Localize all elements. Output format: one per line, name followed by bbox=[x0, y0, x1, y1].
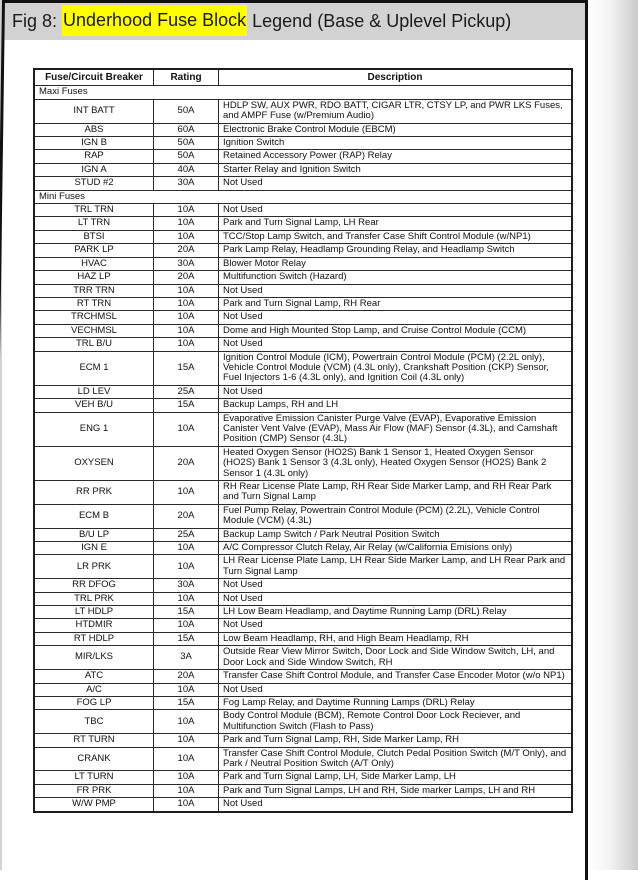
section-label: Maxi Fuses bbox=[34, 86, 572, 99]
fuse-rating-cell: 20A bbox=[154, 446, 219, 480]
fuse-description-cell: Not Used bbox=[219, 338, 573, 351]
fuse-rating-cell: 10A bbox=[154, 771, 219, 784]
fuse-name-cell: ECM B bbox=[34, 504, 154, 528]
fuse-row bbox=[34, 710, 572, 734]
fuse-rating-cell: 60A bbox=[154, 123, 219, 136]
fuse-rating-cell: 10A bbox=[154, 592, 219, 605]
fuse-name-cell: TRL TRN bbox=[34, 204, 154, 217]
header-fuse-circuit-breaker: Fuse/Circuit Breaker bbox=[34, 69, 154, 86]
fuse-row bbox=[34, 670, 572, 683]
fuse-rating-cell: 10A bbox=[154, 481, 219, 505]
fuse-rating-cell: 30A bbox=[154, 257, 219, 270]
fuse-name-cell: IGN E bbox=[34, 542, 154, 555]
fuse-row bbox=[34, 217, 572, 230]
fuse-name-cell: VEH B/U bbox=[34, 399, 154, 412]
fuse-name-cell: TRCHMSL bbox=[34, 311, 154, 324]
fuse-rating-cell: 10A bbox=[154, 284, 219, 297]
fuse-rating-cell: 40A bbox=[154, 163, 219, 176]
fuse-name-cell: RAP bbox=[34, 150, 154, 163]
fuse-row bbox=[34, 271, 572, 284]
figure-title-suffix: Legend (Base & Uplevel Pickup) bbox=[247, 11, 512, 31]
fuse-description-cell: Fuel Pump Relay, Powertrain Control Module (PCM) (2.2L), Vehicle Control Module (VCM) (4.3L) bbox=[219, 504, 573, 528]
fuse-row bbox=[34, 230, 572, 243]
fuse-name-cell: HVAC bbox=[34, 257, 154, 270]
header-description: Description bbox=[219, 69, 573, 86]
fuse-description-cell: Transfer Case Shift Control Module, and Transfer Case Encoder Motor (w/o NP1) bbox=[219, 670, 573, 683]
fuse-description-cell: Fog Lamp Relay, and Daytime Running Lamps (DRL) Relay bbox=[219, 696, 573, 709]
fuse-row bbox=[34, 150, 572, 163]
fuse-description-cell: Not Used bbox=[219, 311, 573, 324]
fuse-row bbox=[34, 324, 572, 337]
fuse-description-cell: Multifunction Switch (Hazard) bbox=[219, 271, 573, 284]
fuse-description-cell: Backup Lamps, RH and LH bbox=[219, 399, 573, 412]
fuse-name-cell: RR PRK bbox=[34, 481, 154, 505]
fuse-row bbox=[34, 606, 572, 619]
fuse-description-cell: A/C Compressor Clutch Relay, Air Relay (w/California Emisions only) bbox=[219, 542, 573, 555]
fuse-name-cell: RT TURN bbox=[34, 734, 154, 747]
fuse-description-cell: Electronic Brake Control Module (EBCM) bbox=[219, 123, 573, 136]
fuse-description-cell: Not Used bbox=[219, 284, 573, 297]
fuse-name-cell: ENG 1 bbox=[34, 412, 154, 446]
fuse-name-cell: ATC bbox=[34, 670, 154, 683]
fuse-name-cell: IGN A bbox=[34, 163, 154, 176]
section-row bbox=[34, 190, 572, 203]
fuse-name-cell: FOG LP bbox=[34, 696, 154, 709]
fuse-name-cell: CRANK bbox=[34, 747, 154, 771]
fuse-name-cell: RT TRN bbox=[34, 297, 154, 310]
fuse-row bbox=[34, 683, 572, 696]
fuse-rating-cell: 10A bbox=[154, 683, 219, 696]
fuse-row bbox=[34, 137, 572, 150]
fuse-rating-cell: 15A bbox=[154, 351, 219, 385]
fuse-rating-cell: 10A bbox=[154, 784, 219, 797]
fuse-row bbox=[34, 385, 572, 398]
fuse-description-cell: Park Lamp Relay, Headlamp Grounding Relay, and Headlamp Switch bbox=[219, 244, 573, 257]
fuse-rating-cell: 25A bbox=[154, 528, 219, 541]
figure-title-highlight: Underhood Fuse Block bbox=[62, 5, 247, 36]
fuse-row bbox=[34, 338, 572, 351]
fuse-name-cell: LT HDLP bbox=[34, 606, 154, 619]
fuse-row bbox=[34, 244, 572, 257]
fuse-rating-cell: 20A bbox=[154, 504, 219, 528]
fuse-row bbox=[34, 734, 572, 747]
fuse-row bbox=[34, 528, 572, 541]
fuse-description-cell: Not Used bbox=[219, 579, 573, 592]
section-label: Mini Fuses bbox=[34, 190, 572, 203]
fuse-rating-cell: 30A bbox=[154, 579, 219, 592]
fuse-description-cell: Park and Turn Signal Lamp, RH, Side Marker Lamp, RH bbox=[219, 734, 573, 747]
fuse-description-cell: Blower Motor Relay bbox=[219, 257, 573, 270]
fuse-name-cell: RT HDLP bbox=[34, 632, 154, 645]
page-border-box bbox=[2, 0, 588, 880]
fuse-name-cell: ECM 1 bbox=[34, 351, 154, 385]
fuse-description-cell: Park and Turn Signal Lamp, RH Rear bbox=[219, 297, 573, 310]
fuse-name-cell: HTDMIR bbox=[34, 619, 154, 632]
fuse-name-cell: OXYSEN bbox=[34, 446, 154, 480]
fuse-name-cell: TBC bbox=[34, 710, 154, 734]
fuse-table-body bbox=[34, 86, 572, 812]
fuse-row bbox=[34, 579, 572, 592]
fuse-rating-cell: 15A bbox=[154, 399, 219, 412]
fuse-name-cell: INT BATT bbox=[34, 99, 154, 123]
fuse-description-cell: Not Used bbox=[219, 177, 573, 190]
fuse-rating-cell: 10A bbox=[154, 747, 219, 771]
fuse-description-cell: Body Control Module (BCM), Remote Control Door Lock Reciever, and Multifunction Switch (Flash to Pass) bbox=[219, 710, 573, 734]
fuse-rating-cell: 15A bbox=[154, 606, 219, 619]
fuse-name-cell: ABS bbox=[34, 123, 154, 136]
fuse-name-cell: IGN B bbox=[34, 137, 154, 150]
section-row bbox=[34, 86, 572, 99]
fuse-name-cell: A/C bbox=[34, 683, 154, 696]
fuse-rating-cell: 10A bbox=[154, 324, 219, 337]
fuse-description-cell: Ignition Switch bbox=[219, 137, 573, 150]
fuse-name-cell: BTSI bbox=[34, 230, 154, 243]
fuse-rating-cell: 3A bbox=[154, 646, 219, 670]
fuse-row bbox=[34, 592, 572, 605]
fuse-row bbox=[34, 177, 572, 190]
fuse-description-cell: LH Rear License Plate Lamp, LH Rear Side Marker Lamp, and LH Rear Park and Turn Signal Lamp bbox=[219, 555, 573, 579]
fuse-row bbox=[34, 504, 572, 528]
fuse-description-cell: Not Used bbox=[219, 385, 573, 398]
fuse-rating-cell: 10A bbox=[154, 204, 219, 217]
fuse-description-cell: Not Used bbox=[219, 798, 573, 812]
fuse-row bbox=[34, 284, 572, 297]
fuse-description-cell: Park and Turn Signal Lamps, LH and RH, Side marker Lamps, LH and RH bbox=[219, 784, 573, 797]
fuse-description-cell: HDLP SW, AUX PWR, RDO BATT, CIGAR LTR, CTSY LP, and PWR LKS Fuses, and AMPF Fuse (w/Premium Audio) bbox=[219, 99, 573, 123]
fuse-row bbox=[34, 747, 572, 771]
fuse-name-cell: LD LEV bbox=[34, 385, 154, 398]
fuse-name-cell: TRL B/U bbox=[34, 338, 154, 351]
fuse-rating-cell: 10A bbox=[154, 619, 219, 632]
fuse-row bbox=[34, 646, 572, 670]
fuse-table-header bbox=[34, 69, 572, 86]
fuse-rating-cell: 10A bbox=[154, 412, 219, 446]
fuse-legend-table bbox=[33, 68, 573, 813]
fuse-description-cell: TCC/Stop Lamp Switch, and Transfer Case Shift Control Module (w/NP1) bbox=[219, 230, 573, 243]
fuse-rating-cell: 10A bbox=[154, 734, 219, 747]
fuse-name-cell: HAZ LP bbox=[34, 271, 154, 284]
fuse-row bbox=[34, 297, 572, 310]
fuse-name-cell: VECHMSL bbox=[34, 324, 154, 337]
fuse-name-cell: STUD #2 bbox=[34, 177, 154, 190]
fuse-rating-cell: 10A bbox=[154, 798, 219, 812]
fuse-name-cell: B/U LP bbox=[34, 528, 154, 541]
fuse-row bbox=[34, 632, 572, 645]
fuse-row bbox=[34, 542, 572, 555]
fuse-row bbox=[34, 555, 572, 579]
fuse-description-cell: Retained Accessory Power (RAP) Relay bbox=[219, 150, 573, 163]
header-row bbox=[34, 69, 572, 86]
fuse-name-cell: TRR TRN bbox=[34, 284, 154, 297]
fuse-rating-cell: 50A bbox=[154, 137, 219, 150]
fuse-rating-cell: 20A bbox=[154, 670, 219, 683]
fuse-row bbox=[34, 481, 572, 505]
fuse-rating-cell: 10A bbox=[154, 297, 219, 310]
fuse-row bbox=[34, 412, 572, 446]
fuse-rating-cell: 10A bbox=[154, 230, 219, 243]
fuse-table-container bbox=[33, 68, 573, 813]
fuse-name-cell: RR DFOG bbox=[34, 579, 154, 592]
fuse-name-cell: W/W PMP bbox=[34, 798, 154, 812]
fuse-row bbox=[34, 771, 572, 784]
fuse-row bbox=[34, 204, 572, 217]
figure-title-bar bbox=[2, 3, 585, 40]
fuse-description-cell: Evaporative Emission Canister Purge Valve (EVAP), Evaporative Emission Canister Vent Valve (EVAP), Mass Air Flow (MAF) Sensor (4.3L), and Camshaft Position (CMP) Sensor (4.3L) bbox=[219, 412, 573, 446]
fuse-rating-cell: 30A bbox=[154, 177, 219, 190]
fuse-row bbox=[34, 123, 572, 136]
fuse-description-cell: Dome and High Mounted Stop Lamp, and Cruise Control Module (CCM) bbox=[219, 324, 573, 337]
fuse-rating-cell: 10A bbox=[154, 542, 219, 555]
fuse-description-cell: Heated Oxygen Sensor (HO2S) Bank 1 Sensor 1, Heated Oxygen Sensor (HO2S) Bank 1 Sensor 3 (4.3L only), Heated Oxygen Sensor (HO2S) Bank 2 Sensor 1 (4.3L only) bbox=[219, 446, 573, 480]
fuse-description-cell: Backup Lamp Switch / Park Neutral Position Switch bbox=[219, 528, 573, 541]
fuse-description-cell: Outside Rear View Mirror Switch, Door Lock and Side Window Switch, LH, and Door Lock and Side Window Switch, RH bbox=[219, 646, 573, 670]
fuse-name-cell: PARK LP bbox=[34, 244, 154, 257]
fuse-row bbox=[34, 351, 572, 385]
fuse-rating-cell: 10A bbox=[154, 311, 219, 324]
fuse-row bbox=[34, 784, 572, 797]
fuse-name-cell: MIR/LKS bbox=[34, 646, 154, 670]
fuse-rating-cell: 15A bbox=[154, 696, 219, 709]
fuse-row bbox=[34, 696, 572, 709]
fuse-row bbox=[34, 99, 572, 123]
fuse-rating-cell: 10A bbox=[154, 217, 219, 230]
fuse-description-cell: Not Used bbox=[219, 204, 573, 217]
fuse-description-cell: Ignition Control Module (ICM), Powertrain Control Module (PCM) (2.2L only), Vehicle Control Module (VCM) (4.3L only), Crankshaft Position (CKP) Sensor, Fuel Injectors 1-6 (4.3L only), and Ignition Coil (4.3L only) bbox=[219, 351, 573, 385]
fuse-name-cell: FR PRK bbox=[34, 784, 154, 797]
fuse-name-cell: LT TRN bbox=[34, 217, 154, 230]
fuse-description-cell: Not Used bbox=[219, 592, 573, 605]
fuse-rating-cell: 10A bbox=[154, 710, 219, 734]
fuse-description-cell: Starter Relay and Ignition Switch bbox=[219, 163, 573, 176]
fuse-rating-cell: 20A bbox=[154, 244, 219, 257]
fuse-description-cell: Transfer Case Shift Control Module, Clutch Pedal Position Switch (M/T Only), and Park / Neutral Position Switch (A/T Only) bbox=[219, 747, 573, 771]
fuse-row bbox=[34, 446, 572, 480]
fuse-rating-cell: 20A bbox=[154, 271, 219, 284]
fuse-row bbox=[34, 311, 572, 324]
page-right-shadow bbox=[589, 0, 638, 870]
fuse-rating-cell: 50A bbox=[154, 99, 219, 123]
fuse-row bbox=[34, 257, 572, 270]
fuse-description-cell: Park and Turn Signal Lamp, LH, Side Marker Lamp, LH bbox=[219, 771, 573, 784]
fuse-row bbox=[34, 399, 572, 412]
fuse-description-cell: Not Used bbox=[219, 683, 573, 696]
fuse-row bbox=[34, 619, 572, 632]
fuse-description-cell: LH Low Beam Headlamp, and Daytime Running Lamp (DRL) Relay bbox=[219, 606, 573, 619]
fuse-rating-cell: 50A bbox=[154, 150, 219, 163]
fuse-description-cell: RH Rear License Plate Lamp, RH Rear Side Marker Lamp, and RH Rear Park and Turn Signal Lamp bbox=[219, 481, 573, 505]
fuse-rating-cell: 10A bbox=[154, 555, 219, 579]
figure-title-prefix: Fig 8: bbox=[12, 11, 63, 31]
fuse-description-cell: Low Beam Headlamp, RH, and High Beam Headlamp, RH bbox=[219, 632, 573, 645]
fuse-rating-cell: 15A bbox=[154, 632, 219, 645]
fuse-rating-cell: 10A bbox=[154, 338, 219, 351]
fuse-description-cell: Not Used bbox=[219, 619, 573, 632]
fuse-row bbox=[34, 798, 572, 812]
fuse-name-cell: TRL PRK bbox=[34, 592, 154, 605]
fuse-rating-cell: 25A bbox=[154, 385, 219, 398]
fuse-row bbox=[34, 163, 572, 176]
header-rating: Rating bbox=[154, 69, 219, 86]
fuse-description-cell: Park and Turn Signal Lamp, LH Rear bbox=[219, 217, 573, 230]
fuse-name-cell: LR PRK bbox=[34, 555, 154, 579]
fuse-name-cell: LT TURN bbox=[34, 771, 154, 784]
